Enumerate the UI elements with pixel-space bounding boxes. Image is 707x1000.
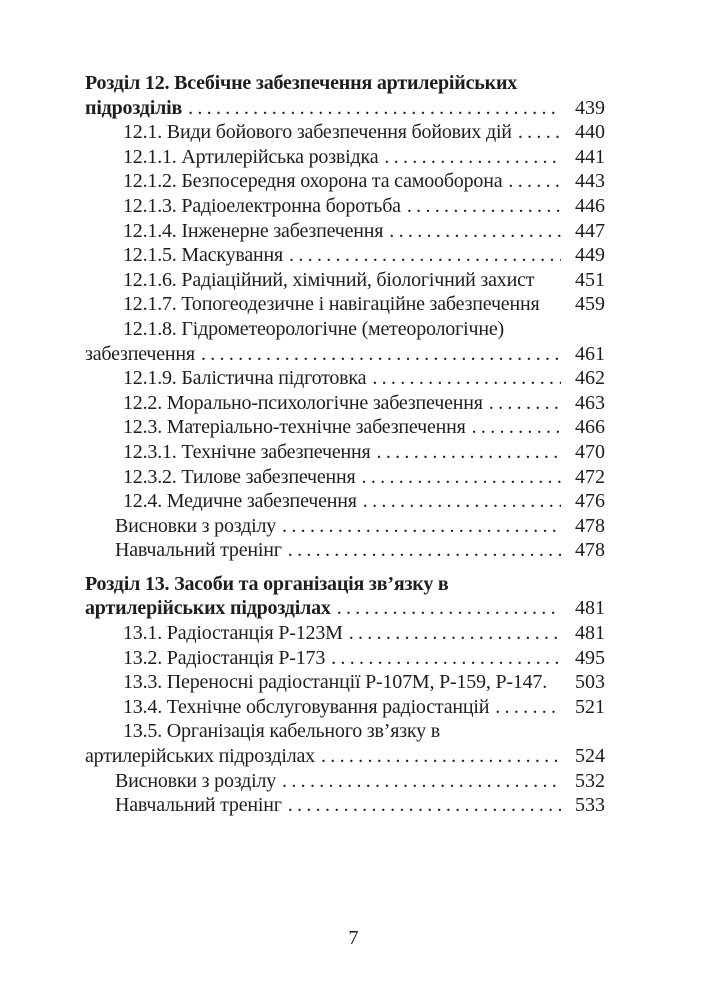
dot-leader [495,695,561,720]
toc-entry-page-number: 481 [575,622,605,645]
toc-section [85,71,605,563]
dot-leader [372,366,561,391]
toc-entry-label: Навчальний тренінг [115,794,282,817]
toc-row [85,391,605,416]
toc-entry-page-number: 440 [575,121,605,144]
toc-row [85,366,605,391]
dot-leader [518,120,561,145]
toc-entry-label: Висновки з розділу [115,514,277,537]
toc-entry-label: забезпечення [85,342,195,365]
toc-entry-label: 12.1.9. Балістична підготовка [123,367,367,390]
toc-row [85,96,605,121]
dot-leader [288,793,561,818]
toc-row [85,646,605,671]
dot-leader [489,391,561,416]
toc-entry-label: Розділ 12. Всебічне забезпечення артилерійських [85,72,518,94]
toc-entry-label: 13.3. Переносні радіостанції Р-107М, Р-159, Р-147. [123,671,548,694]
dot-leader [282,514,561,539]
toc-row [85,243,605,268]
toc-row [85,71,605,96]
toc-entry-label: 12.1.8. Гідрометеорологічне (метеорологічне) [123,317,504,340]
toc-entry-label: 12.4. Медичне забезпечення [123,490,357,513]
dot-leader [377,440,561,465]
toc-entry-label: 12.2. Морально-психологічне забезпечення [123,391,483,414]
toc-row [85,317,605,342]
toc-entry-page-number: 439 [575,96,605,119]
dot-leader [349,621,561,646]
toc-row [85,538,605,563]
toc-row [85,744,605,769]
toc-entry-label: підрозділів [85,96,183,119]
toc [85,71,605,818]
toc-row [85,268,605,293]
toc-entry-label: 12.1.3. Радіоелектронна боротьба [123,194,401,217]
toc-entry-page-number: 481 [575,597,605,620]
toc-entry-page-number: 446 [575,194,605,217]
folio-page-number: 7 [348,927,359,949]
toc-row [85,695,605,720]
toc-entry-label: 13.5. Організація кабельного зв’язку в [123,720,440,743]
toc-row [85,514,605,539]
toc-row [85,596,605,621]
dot-leader [201,342,561,367]
toc-row [85,145,605,170]
dot-leader [282,769,561,794]
toc-entry-label: 12.3.2. Тилове забезпечення [123,465,356,488]
toc-entry-page-number: 441 [575,145,605,168]
toc-entry-page-number: 472 [575,465,605,488]
toc-row [85,120,605,145]
toc-entry-label: 12.1.6. Радіаційний, хімічний, біологічний захист [123,268,535,291]
toc-entry-label: 12.1. Види бойового забезпечення бойових дій [123,121,512,144]
toc-entry-label: 12.1.5. Маскування [123,244,284,267]
toc-entry-label: Висновки з розділу [115,769,277,792]
dot-leader [289,243,561,268]
toc-entry-page-number: 462 [575,367,605,390]
toc-entry-page-number: 478 [575,539,605,562]
toc-row [85,489,605,514]
toc-entry-page-number: 532 [575,769,605,792]
toc-row [85,342,605,367]
toc-entry-page-number: 461 [575,342,605,365]
toc-entry-page-number: 470 [575,440,605,463]
toc-row [85,719,605,744]
toc-entry-label: артилерійських підрозділах [85,597,331,620]
toc-row [85,793,605,818]
toc-entry-label: Навчальний тренінг [115,539,282,562]
dot-leader [321,744,561,769]
toc-entry-label: 12.1.4. Інженерне забезпечення [123,219,384,242]
toc-entry-label: 13.1. Радіостанція Р-123М [123,622,343,645]
page-footer [0,926,707,951]
toc-entry-page-number: 478 [575,514,605,537]
toc-entry-label: 13.2. Радіостанція Р-173 [123,646,326,669]
toc-entry-label: 12.1.1. Артилерійська розвідка [123,145,379,168]
toc-entry-page-number: 476 [575,490,605,513]
toc-entry-label: артилерійських підрозділах [85,745,315,768]
toc-entry-label: 12.3. Матеріально-технічне забезпечення [123,416,466,439]
toc-row [85,440,605,465]
toc-entry-label: Розділ 13. Засоби та організація зв’язку в [85,572,449,595]
dot-leader [508,169,561,194]
dot-leader [389,219,561,244]
toc-entry-label: 13.4. Технічне обслуговування радіостанцій [123,695,490,718]
dot-leader [472,415,561,440]
toc-entry-page-number: 443 [575,170,605,193]
toc-entry-page-number: 503 [575,671,605,694]
toc-row [85,670,605,695]
toc-entry-page-number: 449 [575,244,605,267]
toc-row [85,465,605,490]
toc-row [85,769,605,794]
toc-entry-page-number: 524 [575,745,605,768]
toc-entry-page-number: 459 [575,293,605,316]
toc-entry-page-number: 533 [575,794,605,817]
toc-entry-label: 12.3.1. Технічне забезпечення [123,440,371,463]
dot-leader [188,96,561,121]
toc-row [85,415,605,440]
toc-row [85,572,605,597]
toc-entry-label: 12.1.7. Топогеодезичне і навігаційне забезпечення [123,293,540,316]
toc-section [85,572,605,818]
toc-entry-page-number: 495 [575,646,605,669]
toc-entry-page-number: 521 [575,695,605,718]
toc-row [85,169,605,194]
dot-leader [407,194,561,219]
dot-leader [362,465,561,490]
dot-leader [288,538,561,563]
toc-entry-page-number: 466 [575,416,605,439]
toc-entry-page-number: 451 [575,268,605,291]
toc-row [85,194,605,219]
toc-row [85,621,605,646]
dot-leader [363,489,561,514]
dot-leader [337,596,561,621]
dot-leader [331,646,561,671]
toc-entry-page-number: 463 [575,391,605,414]
toc-row [85,219,605,244]
toc-entry-page-number: 447 [575,219,605,242]
dot-leader [384,145,561,170]
toc-entry-label: 12.1.2. Безпосередня охорона та самооборона [123,170,503,193]
toc-row [85,292,605,317]
